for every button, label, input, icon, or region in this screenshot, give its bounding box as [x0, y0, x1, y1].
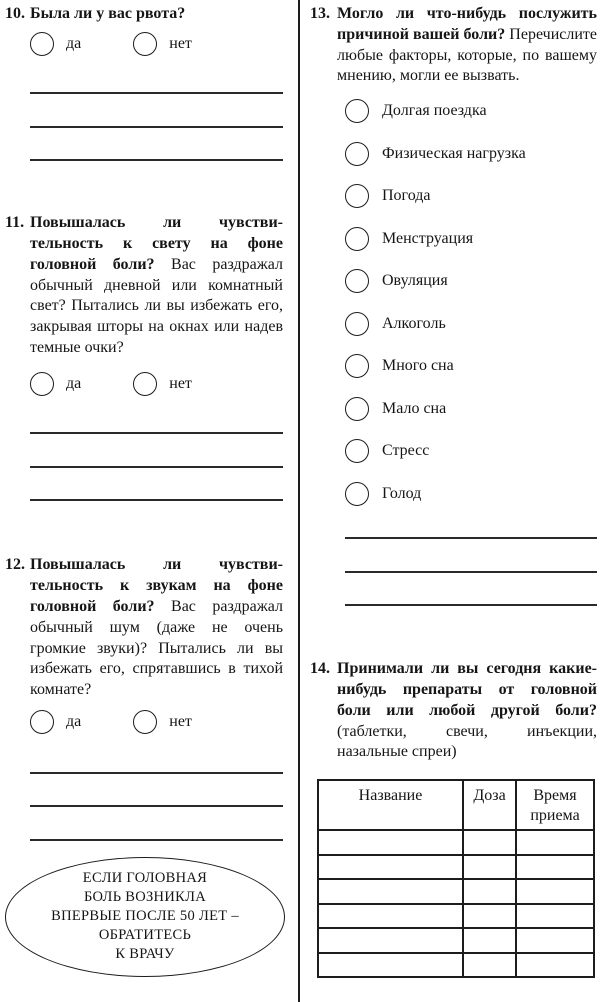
column-header: Доза [463, 780, 516, 830]
trigger-option[interactable] [345, 184, 597, 208]
radio-circle-icon[interactable] [345, 397, 369, 421]
q12-answer-lines [30, 740, 283, 841]
table-cell[interactable] [463, 953, 516, 978]
table-cell[interactable] [318, 830, 463, 855]
table-row [318, 928, 594, 953]
question-12-number: 12. [5, 556, 25, 574]
question-13-text: Могло ли что-нибудь послужить причиной вашей боли? Перечислите любые факторы, которые, по вашему мнению, могли ее вызвать. [337, 5, 598, 85]
radio-circle-icon[interactable] [345, 99, 369, 123]
trigger-option[interactable] [345, 227, 597, 251]
yes-label: да [66, 712, 82, 730]
right-column [300, 0, 597, 978]
write-line[interactable] [30, 61, 283, 95]
table-cell[interactable] [516, 855, 594, 880]
q11-answer-lines [30, 401, 283, 502]
table-cell[interactable] [463, 855, 516, 880]
q12-yes-option[interactable] [30, 710, 81, 734]
q12-no-option[interactable] [133, 710, 192, 734]
trigger-option[interactable] [345, 397, 597, 421]
write-line[interactable] [345, 539, 597, 573]
table-row [318, 855, 594, 880]
warning-line: ЕСЛИ ГОЛОВНАЯ [82, 870, 208, 887]
q11-no-option[interactable] [133, 372, 192, 396]
question-13 [310, 4, 597, 87]
q10-yes-option[interactable] [30, 32, 81, 56]
radio-circle-icon[interactable] [345, 439, 369, 463]
trigger-label: Стресс [382, 442, 430, 460]
table-cell[interactable] [463, 928, 516, 953]
trigger-option[interactable] [345, 354, 597, 378]
q10-no-option[interactable] [133, 32, 192, 56]
trigger-label: Мало сна [382, 399, 447, 417]
write-line[interactable] [30, 401, 283, 435]
no-label: нет [169, 34, 192, 52]
trigger-list [310, 99, 597, 506]
column-header: Время приема [516, 780, 594, 830]
question-14-text: Принимали ли вы сегодня какие-нибудь препараты от головной боли или любой другой боли? (таблетки, свечи, инъекции, назальные спреи) [337, 660, 597, 761]
warning-line: К ВРАЧУ [115, 946, 175, 963]
question-10-text: Была ли у вас рвота? [30, 5, 186, 22]
question-13-number: 13. [310, 5, 330, 22]
q10-answer-lines [30, 61, 283, 162]
table-row [318, 879, 594, 904]
trigger-option[interactable] [345, 439, 597, 463]
warning-line: ВПЕРВЫЕ ПОСЛЕ 50 ЛЕТ – [51, 908, 239, 925]
question-10 [5, 4, 283, 25]
no-label: нет [169, 374, 192, 392]
medication-table-header-row [318, 780, 594, 830]
trigger-label: Менструация [382, 229, 474, 247]
radio-circle-icon[interactable] [30, 32, 54, 56]
radio-circle-icon[interactable] [133, 32, 157, 56]
yes-label: да [66, 34, 82, 52]
question-12-text: Повышалась ли чувствительность к звукам на фоне головной боли? Вас раздражал обычный шум (даже не очень громкие звуки)? Пытались ли вы избежать его, спрятавшись в тихой комнате? [30, 556, 284, 699]
write-line[interactable] [345, 506, 597, 540]
trigger-label: Алкоголь [382, 314, 446, 332]
table-cell[interactable] [463, 879, 516, 904]
write-line[interactable] [30, 807, 283, 841]
no-label: нет [169, 712, 192, 730]
radio-circle-icon[interactable] [30, 710, 54, 734]
table-cell[interactable] [463, 904, 516, 929]
trigger-option[interactable] [345, 312, 597, 336]
q11-yes-option[interactable] [30, 372, 81, 396]
medication-table [317, 779, 595, 978]
trigger-label: Овуляция [382, 272, 448, 290]
table-cell[interactable] [318, 953, 463, 978]
question-12 [5, 555, 283, 701]
question-11-number: 11. [5, 214, 25, 232]
write-line[interactable] [30, 468, 283, 502]
table-cell[interactable] [516, 879, 594, 904]
trigger-option[interactable] [345, 482, 597, 506]
trigger-label: Голод [382, 484, 422, 502]
radio-circle-icon[interactable] [345, 312, 369, 336]
table-cell[interactable] [318, 928, 463, 953]
radio-circle-icon[interactable] [133, 710, 157, 734]
radio-circle-icon[interactable] [30, 372, 54, 396]
question-11-text: Повышалась ли чувствительность к свету на фоне головной боли? Вас раздражал обычный дневной или комнатный свет? Пытались ли вы избежать его, закрывая шторы на окнах или надев темные очки? [30, 214, 284, 357]
radio-circle-icon[interactable] [345, 354, 369, 378]
table-cell[interactable] [318, 855, 463, 880]
table-row [318, 953, 594, 978]
table-cell[interactable] [463, 830, 516, 855]
radio-circle-icon[interactable] [345, 184, 369, 208]
write-line[interactable] [30, 774, 283, 808]
trigger-option[interactable] [345, 142, 597, 166]
write-line[interactable] [30, 128, 283, 162]
table-cell[interactable] [318, 904, 463, 929]
trigger-label: Физическая нагрузка [382, 144, 526, 162]
trigger-label: Погода [382, 187, 431, 205]
warning-oval [5, 857, 285, 977]
trigger-option[interactable] [345, 99, 597, 123]
yes-label: да [66, 374, 82, 392]
question-14 [310, 659, 597, 763]
question-11 [5, 213, 283, 359]
table-cell[interactable] [516, 904, 594, 929]
table-cell[interactable] [318, 879, 463, 904]
radio-circle-icon[interactable] [345, 482, 369, 506]
table-cell[interactable] [516, 953, 594, 978]
trigger-label: Долгая поездка [382, 102, 487, 120]
write-line[interactable] [345, 573, 597, 607]
trigger-label: Много сна [382, 357, 454, 375]
question-10-number: 10. [5, 5, 25, 22]
radio-circle-icon[interactable] [133, 372, 157, 396]
radio-circle-icon[interactable] [345, 269, 369, 293]
table-cell[interactable] [516, 830, 594, 855]
write-line[interactable] [30, 434, 283, 468]
yes-no-row-q10 [30, 32, 283, 56]
warning-line: БОЛЬ ВОЗНИКЛА [83, 889, 206, 906]
warning-text [51, 869, 239, 964]
left-column [0, 0, 283, 977]
write-line[interactable] [30, 94, 283, 128]
table-row [318, 904, 594, 929]
table-row [318, 830, 594, 855]
radio-circle-icon[interactable] [345, 142, 369, 166]
trigger-option[interactable] [345, 269, 597, 293]
write-line[interactable] [30, 740, 283, 774]
question-14-number: 14. [310, 660, 330, 678]
q13-answer-lines [345, 506, 597, 607]
warning-line: ОБРАТИТЕСЬ [98, 927, 192, 944]
table-cell[interactable] [516, 928, 594, 953]
radio-circle-icon[interactable] [345, 227, 369, 251]
yes-no-row-q12 [30, 710, 283, 734]
yes-no-row-q11 [30, 372, 283, 396]
column-header: Название [318, 780, 463, 830]
